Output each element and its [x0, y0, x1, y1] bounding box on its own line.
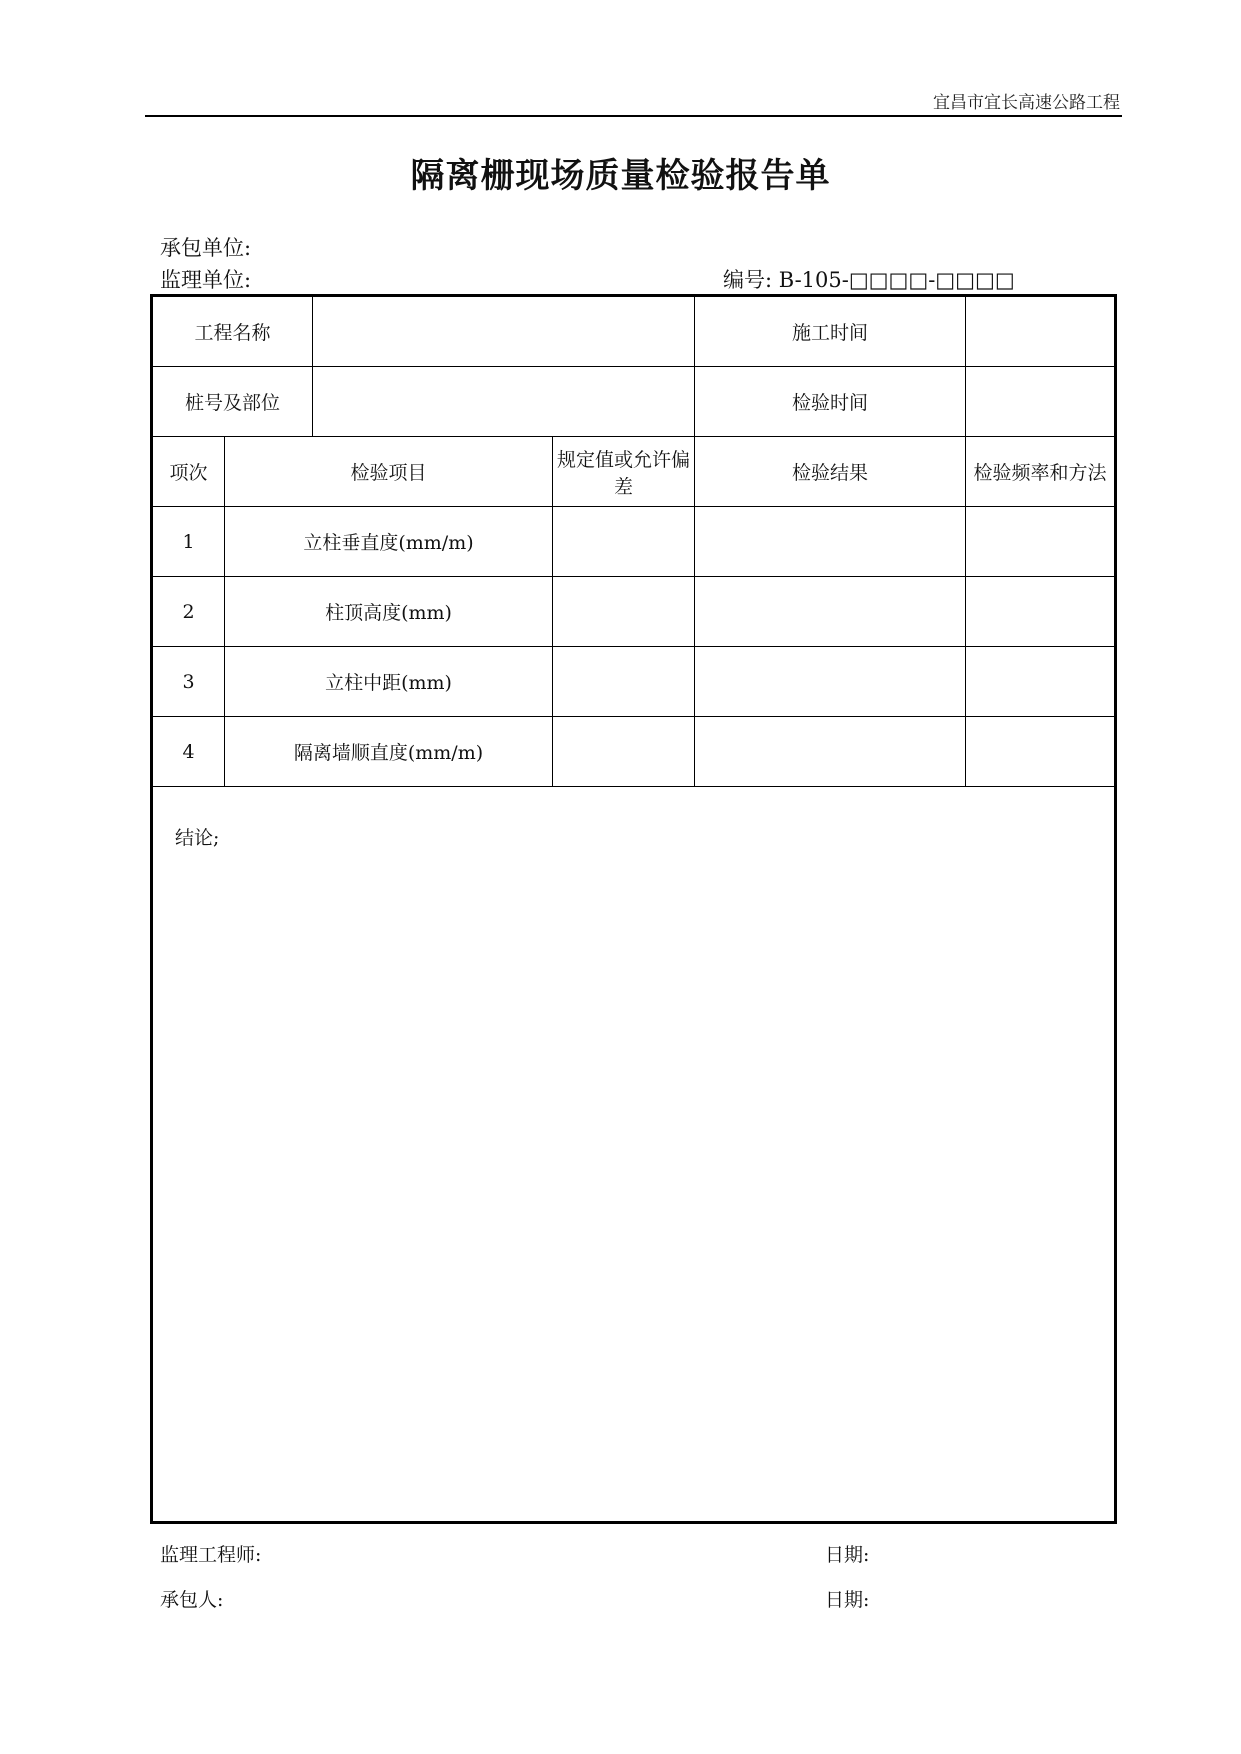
item-name: 柱顶高度(mm)	[225, 577, 553, 647]
station-row	[152, 367, 1116, 437]
table-row	[152, 507, 1116, 577]
item-no: 2	[152, 577, 225, 647]
item-result[interactable]	[695, 647, 966, 717]
conclusion-label: 结论;	[175, 827, 220, 849]
inspection-time-label: 检验时间	[695, 367, 966, 437]
construction-time-label: 施工时间	[695, 296, 966, 367]
table-row	[152, 577, 1116, 647]
item-no: 4	[152, 717, 225, 787]
item-result[interactable]	[695, 507, 966, 577]
contractor-date-label: 日期:	[825, 1589, 870, 1611]
station-label: 桩号及部位	[152, 367, 313, 437]
header-spec: 规定值或允许偏差	[553, 437, 695, 507]
table-header-row	[152, 437, 1116, 507]
engineer-date-label: 日期:	[825, 1544, 870, 1566]
table-row	[152, 647, 1116, 717]
contractor-label: 承包单位:	[160, 236, 252, 260]
item-no: 3	[152, 647, 225, 717]
item-name: 立柱垂直度(mm/m)	[225, 507, 553, 577]
inspection-time-value[interactable]	[966, 367, 1116, 437]
document-number: 编号: B-105-□□□□-□□□□	[723, 268, 1015, 292]
page-title: 隔离栅现场质量检验报告单	[410, 156, 831, 196]
header-divider	[145, 115, 1122, 117]
construction-time-value[interactable]	[966, 296, 1116, 367]
item-method[interactable]	[966, 647, 1116, 717]
item-spec[interactable]	[553, 577, 695, 647]
header-organization: 宜昌市宜长高速公路工程	[933, 93, 1120, 113]
item-result[interactable]	[695, 717, 966, 787]
item-method[interactable]	[966, 717, 1116, 787]
conclusion-row	[152, 787, 1116, 1523]
item-no: 1	[152, 507, 225, 577]
header-method: 检验频率和方法	[966, 437, 1116, 507]
item-name: 隔离墙顺直度(mm/m)	[225, 717, 553, 787]
contractor-signature-label: 承包人:	[160, 1589, 224, 1611]
engineer-label: 监理工程师:	[160, 1544, 262, 1566]
item-method[interactable]	[966, 507, 1116, 577]
item-spec[interactable]	[553, 507, 695, 577]
project-name-row	[152, 296, 1116, 367]
conclusion-area[interactable]	[152, 787, 1116, 1523]
inspection-table	[150, 294, 1117, 1524]
item-spec[interactable]	[553, 647, 695, 717]
item-name: 立柱中距(mm)	[225, 647, 553, 717]
header-result: 检验结果	[695, 437, 966, 507]
header-item: 检验项目	[225, 437, 553, 507]
station-value[interactable]	[313, 367, 695, 437]
project-name-value[interactable]	[313, 296, 695, 367]
table-row	[152, 717, 1116, 787]
header-no: 项次	[152, 437, 225, 507]
item-spec[interactable]	[553, 717, 695, 787]
supervisor-label: 监理单位:	[160, 268, 252, 292]
project-name-label: 工程名称	[152, 296, 313, 367]
item-result[interactable]	[695, 577, 966, 647]
item-method[interactable]	[966, 577, 1116, 647]
